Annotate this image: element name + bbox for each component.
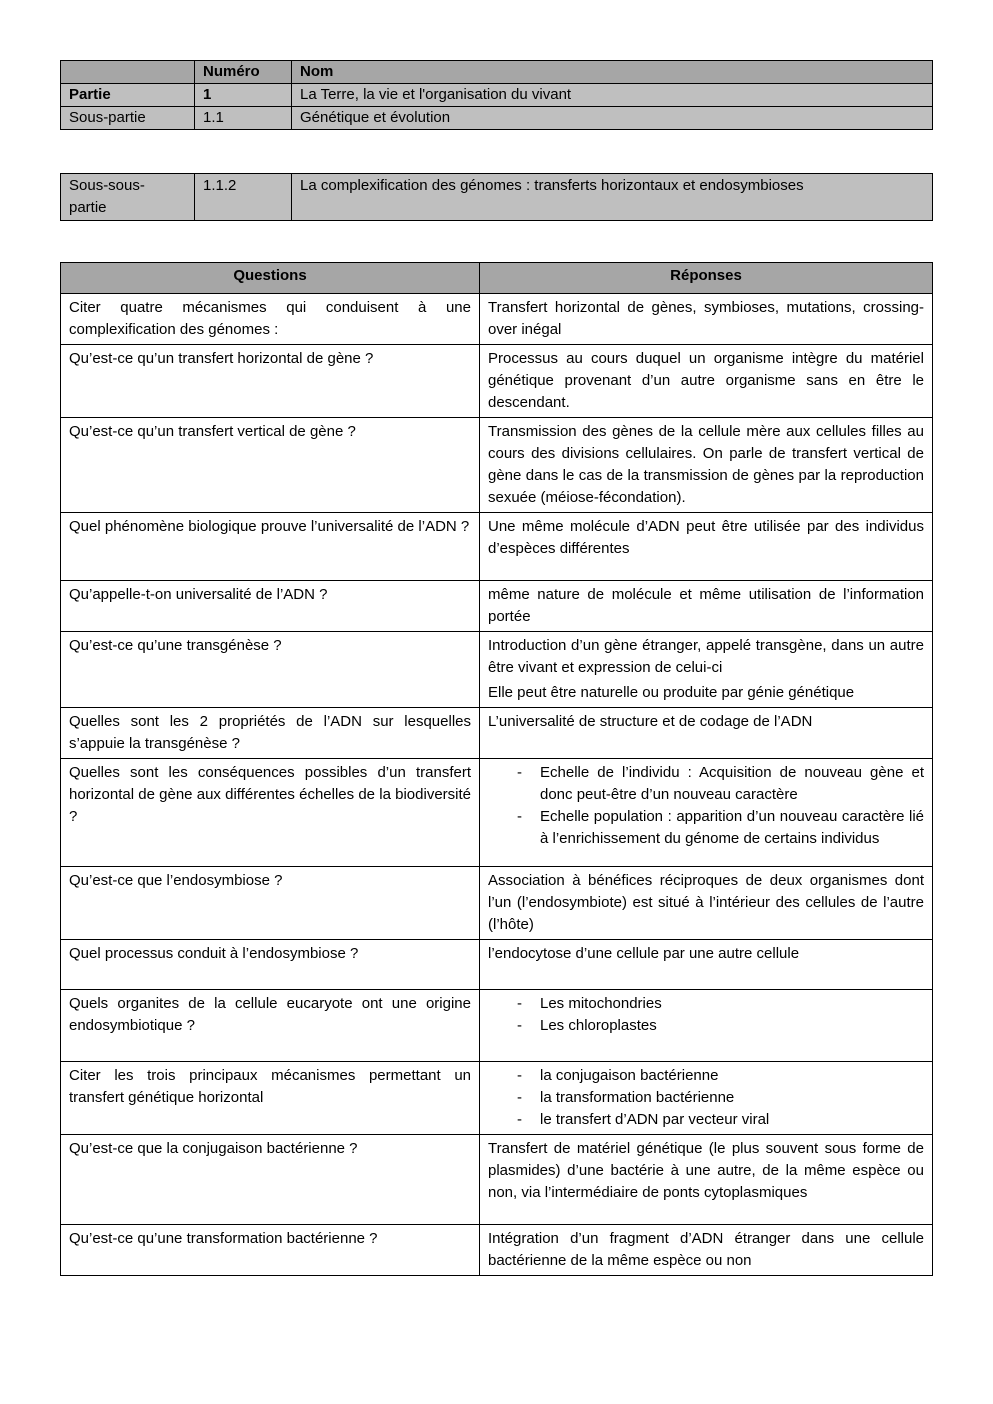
questions-header: Questions <box>61 263 480 294</box>
answer-text: Une même molécule d’ADN peut être utilisée par des individus d’espèces différentes <box>488 518 924 557</box>
qa-row <box>61 1135 933 1225</box>
answer-list-item: - Echelle population : apparition d’un nouveau caractère lié à l’enrichissement du génome de certains individus <box>540 806 924 850</box>
info-header-nom: Nom <box>292 61 933 84</box>
qa-row <box>61 759 933 867</box>
answer-list-item: - Les chloroplastes <box>540 1015 924 1037</box>
partie-nom: La Terre, la vie et l'organisation du vivant <box>292 84 933 107</box>
answer-cell <box>480 990 933 1062</box>
question-cell: Qu’est-ce que l’endosymbiose ? <box>61 867 480 940</box>
qa-row <box>61 940 933 990</box>
answer-list-item: - Echelle de l’individu : Acquisition de nouveau gène et donc peut-être d’un nouveau caractère <box>540 762 924 806</box>
info-table <box>60 60 933 130</box>
answer-text: Intégration d’un fragment d’ADN étranger dans une cellule bactérienne de la même espèce ou non <box>488 1230 924 1269</box>
answer-cell <box>480 759 933 867</box>
answer-cell <box>480 513 933 581</box>
answer-text: Association à bénéfices réciproques de deux organismes dont l’un (l’endosymbiote) est situé à l’intérieur des cellules de l’autre (l’hôte) <box>488 872 924 933</box>
qa-row <box>61 867 933 940</box>
qa-row <box>61 345 933 418</box>
question-cell: Qu’appelle-t-on universalité de l’ADN ? <box>61 581 480 632</box>
answer-list-item: - la conjugaison bactérienne <box>540 1065 924 1087</box>
question-cell: Quelles sont les 2 propriétés de l’ADN sur lesquelles s’appuie la transgénèse ? <box>61 708 480 759</box>
question-cell: Qu’est-ce qu’une transgénèse ? <box>61 632 480 708</box>
info-sous-partie-row <box>61 107 933 130</box>
question-cell: Qu’est-ce qu’une transformation bactérienne ? <box>61 1225 480 1276</box>
qa-row <box>61 513 933 581</box>
qa-row <box>61 581 933 632</box>
reponses-header: Réponses <box>480 263 933 294</box>
qa-row <box>61 990 933 1062</box>
sous-sous-partie-label-line1: Sous-sous- <box>69 177 145 194</box>
info-header-empty <box>61 61 195 84</box>
qa-body <box>61 294 933 1276</box>
answer-cell <box>480 581 933 632</box>
sous-partie-label: Sous-partie <box>61 107 195 130</box>
answer-cell <box>480 940 933 990</box>
answer-cell <box>480 418 933 513</box>
answer-text: Processus au cours duquel un organisme intègre du matériel génétique provenant d’un autre organisme sans en être le descendant. <box>488 350 924 411</box>
qa-row <box>61 1225 933 1276</box>
answer-list <box>488 993 924 1037</box>
answer-cell <box>480 867 933 940</box>
answer-text: même nature de molécule et même utilisation de l’information portée <box>488 586 924 625</box>
question-cell: Qu’est-ce que la conjugaison bactérienne ? <box>61 1135 480 1225</box>
question-cell: Citer quatre mécanismes qui conduisent à une complexification des génomes : <box>61 294 480 345</box>
question-cell: Qu’est-ce qu’un transfert vertical de gène ? <box>61 418 480 513</box>
answer-list-item: - la transformation bactérienne <box>540 1087 924 1109</box>
sous-sous-partie-label <box>61 174 195 221</box>
answer-text: Introduction d’un gène étranger, appelé transgène, dans un autre être vivant et expression de celui-ci <box>488 637 924 676</box>
answer-list <box>488 762 924 850</box>
info-header-numero: Numéro <box>195 61 292 84</box>
answer-cell <box>480 294 933 345</box>
sous-sous-partie-table <box>60 173 933 221</box>
answer-cell <box>480 1062 933 1135</box>
answer-cell <box>480 345 933 418</box>
sous-sous-partie-row <box>61 174 933 221</box>
answer-list-item: - le transfert d’ADN par vecteur viral <box>540 1109 924 1131</box>
sous-sous-partie-nom: La complexification des génomes : transferts horizontaux et endosymbioses <box>292 174 933 221</box>
qa-row <box>61 294 933 345</box>
question-cell: Quel processus conduit à l’endosymbiose ? <box>61 940 480 990</box>
answer-cell <box>480 1225 933 1276</box>
question-cell: Qu’est-ce qu’un transfert horizontal de gène ? <box>61 345 480 418</box>
answer-text: Transmission des gènes de la cellule mère aux cellules filles au cours des divisions cellulaires. On parle de transfert vertical de gène dans le cas de la transmission de gènes par la reproduction sexuée (méiose-fécondation). <box>488 423 924 506</box>
answer-text: Transfert horizontal de gènes, symbioses, mutations, crossing-over inégal <box>488 299 924 338</box>
qa-row <box>61 418 933 513</box>
answer-text: Transfert de matériel génétique (le plus souvent sous forme de plasmides) d’une bactérie à une autre, de la même espèce ou non, via l’intermédiaire de ponts cytoplasmiques <box>488 1140 924 1201</box>
partie-label: Partie <box>61 84 195 107</box>
qa-header-row <box>61 263 933 294</box>
question-cell: Quelles sont les conséquences possibles d’un transfert horizontal de gène aux différentes échelles de la biodiversité ? <box>61 759 480 867</box>
question-cell: Citer les trois principaux mécanismes permettant un transfert génétique horizontal <box>61 1062 480 1135</box>
sous-sous-partie-label-line2: partie <box>69 199 107 216</box>
answer-cell <box>480 632 933 708</box>
answer-text: l’endocytose d’une cellule par une autre cellule <box>488 945 800 962</box>
qa-row <box>61 632 933 708</box>
qa-table <box>60 262 933 1276</box>
sous-partie-numero: 1.1 <box>195 107 292 130</box>
qa-row <box>61 1062 933 1135</box>
answer-list <box>488 1065 924 1131</box>
question-cell: Quel phénomène biologique prouve l’universalité de l’ADN ? <box>61 513 480 581</box>
sous-sous-partie-numero: 1.1.2 <box>195 174 292 221</box>
answer-cell <box>480 1135 933 1225</box>
info-partie-row <box>61 84 933 107</box>
answer-text: Elle peut être naturelle ou produite par génie génétique <box>488 684 855 701</box>
answer-list-item: - Les mitochondries <box>540 993 924 1015</box>
answer-text: L’universalité de structure et de codage de l’ADN <box>488 713 813 730</box>
sous-partie-nom: Génétique et évolution <box>292 107 933 130</box>
partie-numero: 1 <box>195 84 292 107</box>
answer-cell <box>480 708 933 759</box>
info-header-row <box>61 61 933 84</box>
question-cell: Quels organites de la cellule eucaryote ont une origine endosymbiotique ? <box>61 990 480 1062</box>
qa-row <box>61 708 933 759</box>
